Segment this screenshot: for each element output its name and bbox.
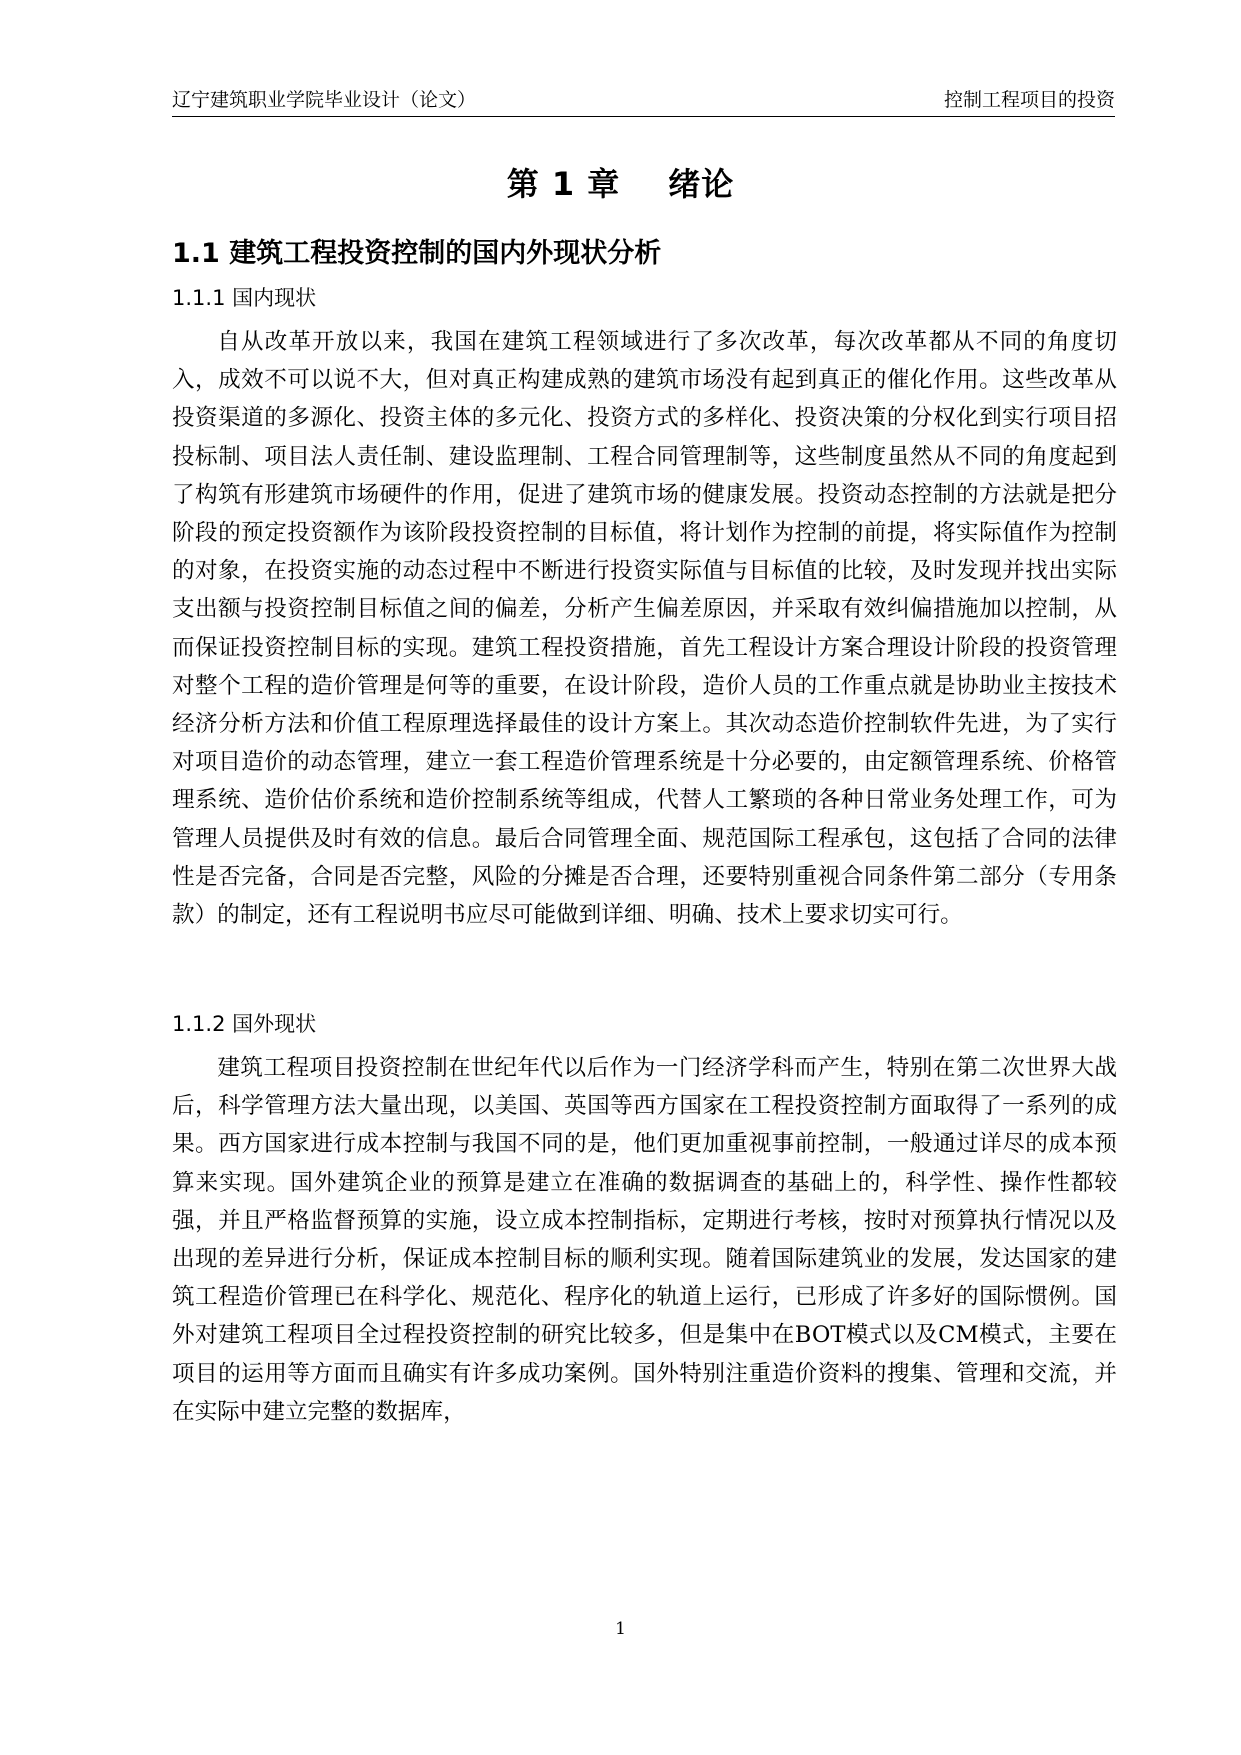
chapter-title (0, 163, 1241, 205)
chapter-name: 绪论 (668, 165, 735, 203)
header-thesis-title: 控制工程项目的投资 (943, 89, 1115, 111)
header-school-title: 辽宁建筑职业学院毕业设计（论文） (172, 89, 477, 111)
chapter-number: 第 1 章 (506, 165, 621, 203)
paragraph-foreign: 建筑工程项目投资控制在世纪年代以后作为一门经济学科而产生，特别在第二次世界大战后，科学管理方法大量出现，以美国、英国等西方国家在工程投资控制方面取得了一系列的成果。西方国家进行成本控制与我国不同的是，他们更加重视事前控制，一般通过详尽的成本预算来实现。国外建筑企业的预算是建立在准确的数据调查的基础上的，科学性、操作性都较强，并且严格监督预算的实施，设立成本控制指标，定期进行考核，按时对预算执行情况以及出现的差异进行分析，保证成本控制目标的顺利实现。随着国际建筑业的发展，发达国家的建筑工程造价管理已在科学化、规范化、程序化的轨道上运行，已形成了许多好的国际惯例。国外对建筑工程项目全过程投资控制的研究比较多，但是集中在BOT模式以及CM模式，主要在项目的运用等方面而且确实有许多成功案例。国外特别注重造价资料的搜集、管理和交流，并在实际中建立完整的数据库， (172, 1055, 1117, 1425)
subsection-title-foreign: 1.1.2 国外现状 (172, 1012, 317, 1036)
paragraph-domestic: 自从改革开放以来，我国在建筑工程领域进行了多次改革，每次改革都从不同的角度切入，成效不可以说不大，但对真正构建成熟的建筑市场没有起到真正的催化作用。这些改革从投资渠道的多源化、投资主体的多元化、投资方式的多样化、投资决策的分权化到实行项目招投标制、项目法人责任制、建设监理制、工程合同管理制等，这些制度虽然从不同的角度起到了构筑有形建筑市场硬件的作用，促进了建筑市场的健康发展。投资动态控制的方法就是把分阶段的预定投资额作为该阶段投资控制的目标值，将计划作为控制的前提，将实际值作为控制的对象，在投资实施的动态过程中不断进行投资实际值与目标值的比较，及时发现并找出实际支出额与投资控制目标值之间的偏差，分析产生偏差原因，并采取有效纠偏措施加以控制，从而保证投资控制目标的实现。建筑工程投资措施，首先工程设计方案合理设计阶段的投资管理对整个工程的造价管理是何等的重要，在设计阶段，造价人员的工作重点就是协助业主按技术经济分析方法和价值工程原理选择最佳的设计方案上。其次动态造价控制软件先进，为了实行对项目造价的动态管理，建立一套工程造价管理系统是十分必要的，由定额管理系统、价格管理系统、造价估价系统和造价控制系统等组成，代替人工繁琐的各种日常业务处理工作，可为管理人员提供及时有效的信息。最后合同管理全面、规范国际工程承包，这包括了合同的法律性是否完备，合同是否完整，风险的分摊是否合理，还要特别重视合同条件第二部分（专用条款）的制定，还有工程说明书应尽可能做到详细、明确、技术上要求切实可行。 (172, 329, 1117, 929)
section-title: 1.1 建筑工程投资控制的国内外现状分析 (172, 238, 662, 269)
page-number: 1 (615, 1619, 626, 1639)
page-header (172, 86, 1115, 117)
subsection-title-domestic: 1.1.1 国内现状 (172, 286, 317, 310)
